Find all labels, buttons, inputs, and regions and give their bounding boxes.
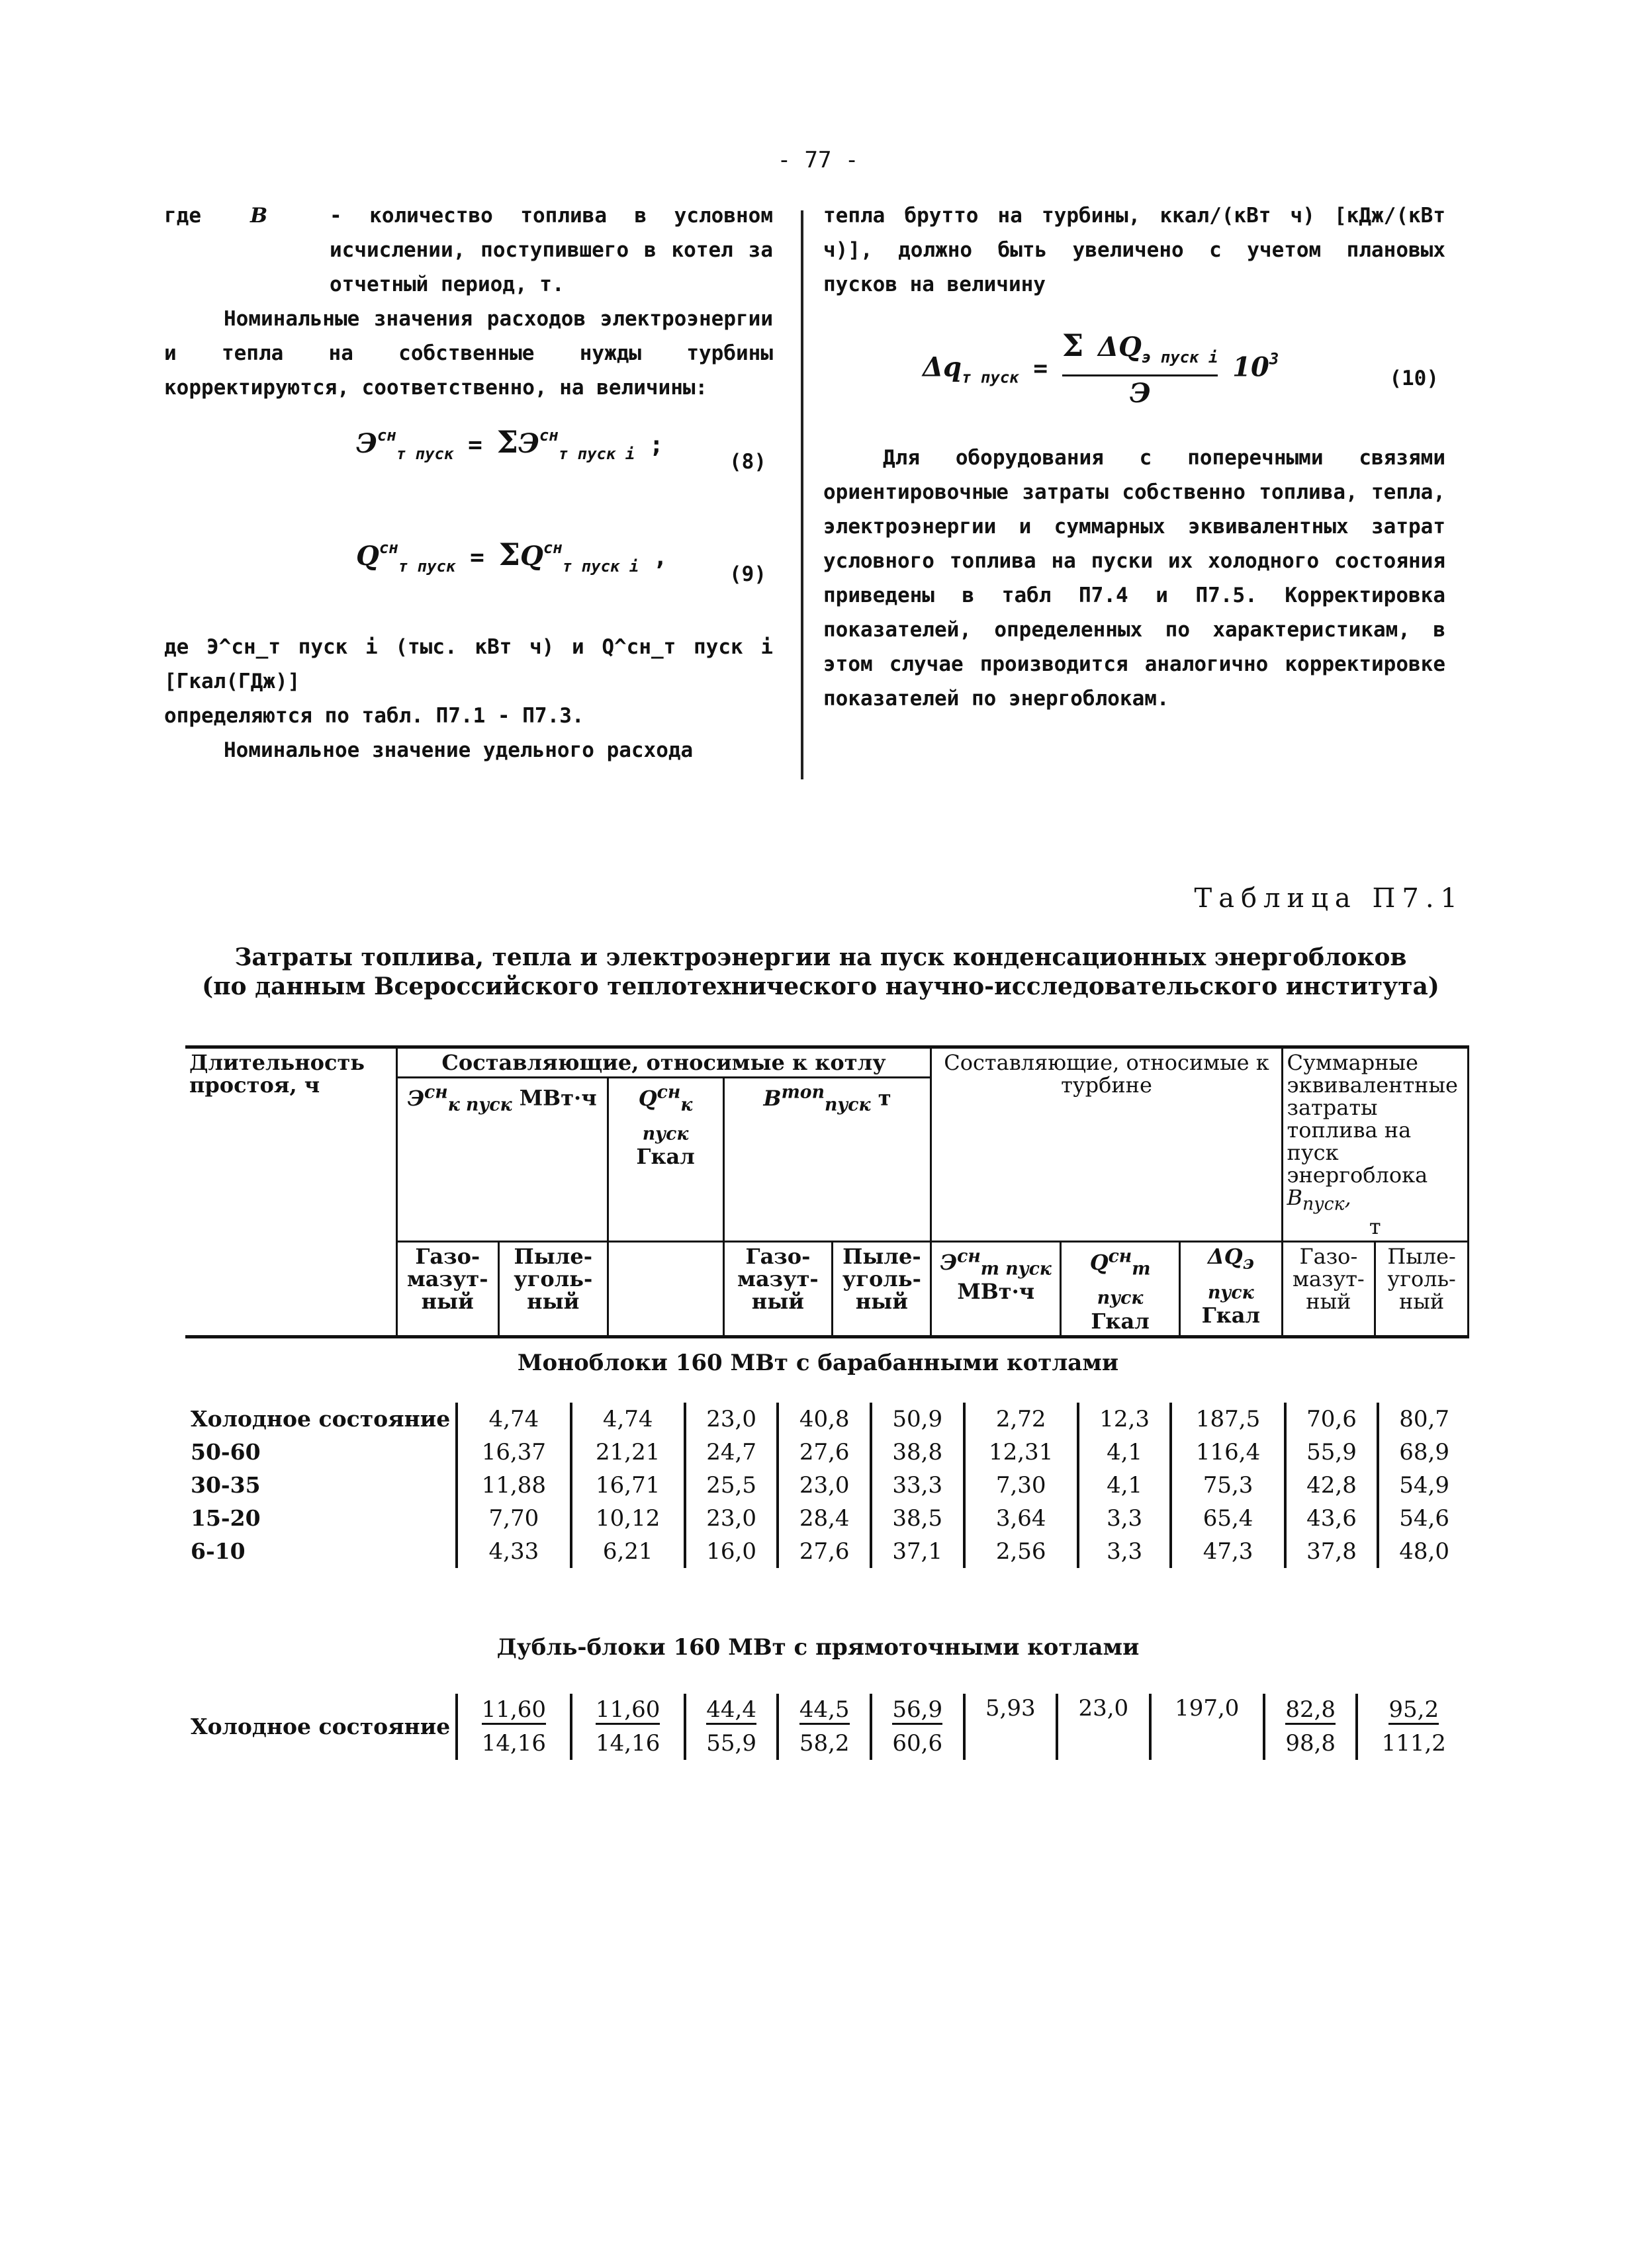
formula-8 — [164, 405, 773, 517]
table-cell: 187,5 — [1171, 1403, 1285, 1436]
header-e-t-unit: МВт·ч — [957, 1279, 1035, 1305]
table-cell: 38,8 — [871, 1436, 964, 1469]
row-label: Холодное состояние — [191, 1714, 451, 1739]
header-b: $B^{топ}_{пуск}$ т — [723, 1078, 931, 1242]
table-row — [185, 1436, 1469, 1469]
table-cell: 7,30 — [964, 1469, 1078, 1502]
table-cell: 23,0 — [685, 1403, 778, 1436]
table-cell: 47,3 — [1171, 1535, 1285, 1568]
left-column — [164, 198, 773, 767]
table-cell: 40,8 — [778, 1403, 871, 1436]
header-e-k-unit: МВт·ч — [519, 1085, 597, 1111]
formula-8-body: $Э^{сн}_{т пуск} = \Sigma Э^{сн}_{т пуск i}$ ; — [356, 424, 664, 463]
table-cell: 14,16 — [457, 1727, 570, 1760]
where-text: - количество топлива в условном исчислении, поступившего в котел за отчетный период, т. — [330, 204, 773, 296]
formula-9 — [164, 517, 773, 630]
where-block — [164, 198, 773, 302]
row-label: 50-60 — [191, 1439, 261, 1465]
header-turbine-group: Составляющие, относимые к турбине — [931, 1047, 1282, 1242]
table-cell: 11,88 — [457, 1469, 570, 1502]
row-label: 15-20 — [191, 1505, 261, 1531]
header-e-k-coal: Пыле-уголь-ный — [498, 1242, 608, 1336]
header-total-gas: Газо-мазут-ный — [1282, 1242, 1375, 1336]
header-e-k-gas: Газо-мазут-ный — [396, 1242, 498, 1336]
table-cell: 60,6 — [871, 1727, 964, 1760]
paragraph-cross-links: Для оборудования с поперечными связями ориентировочные затраты собственно топлива, тепла, электроэнергии и суммарных эквивалентных затрат условного топлива на пуски их холодного состояния приведены в табл П7.4 и П7.5. Корректировка показателей, определенных по характеристикам, в этом случае производится аналогично корректировке показателей по энергоблокам. — [823, 446, 1445, 711]
table-cell: 37,1 — [871, 1535, 964, 1568]
table-cell: 4,1 — [1078, 1469, 1171, 1502]
section-1-title: Моноблоки 160 МВт с барабанными котлами — [517, 1350, 1119, 1376]
table-cell: 25,5 — [685, 1469, 778, 1502]
table-cell: 24,7 — [685, 1436, 778, 1469]
table-cell: 3,3 — [1078, 1535, 1171, 1568]
table-cell: 11,60 — [457, 1694, 570, 1727]
table-cell: 7,70 — [457, 1502, 570, 1535]
paragraph-tables-ref: определяются по табл. П7.1 - П7.3. — [164, 704, 584, 728]
formula-10 — [823, 302, 1445, 441]
table-cell: 23,0 — [778, 1469, 871, 1502]
section-2-title: Дубль-блоки 160 МВт с прямоточными котлами — [496, 1634, 1140, 1661]
table-cell: 116,4 — [1171, 1436, 1285, 1469]
table-cell: 4,74 — [457, 1403, 570, 1436]
column-divider — [801, 210, 803, 779]
table-row — [185, 1694, 1469, 1727]
page-number: - 77 - — [777, 147, 859, 173]
table-cell: 16,71 — [571, 1469, 685, 1502]
table-cell: 4,33 — [457, 1535, 570, 1568]
table-cell: 3,3 — [1078, 1502, 1171, 1535]
formula-9-number: (9) — [729, 562, 766, 586]
table-cell: 58,2 — [778, 1727, 871, 1760]
table-cell: 16,0 — [685, 1535, 778, 1568]
table-row — [185, 1403, 1469, 1436]
table-cell: 55,9 — [1285, 1436, 1379, 1469]
table-cell: 38,5 — [871, 1502, 964, 1535]
header-q-k-spacer — [608, 1242, 723, 1336]
table-cell: 4,1 — [1078, 1436, 1171, 1469]
table-cell: 65,4 — [1171, 1502, 1285, 1535]
header-downtime: Длительность простоя, ч — [185, 1047, 396, 1337]
table-cell: 12,31 — [964, 1436, 1078, 1469]
table-cell: 68,9 — [1378, 1436, 1469, 1469]
table-cell: 2,56 — [964, 1535, 1078, 1568]
section-2-table — [185, 1694, 1469, 1760]
table-cell: 197,0 — [1150, 1694, 1264, 1760]
table-cell: 98,8 — [1264, 1727, 1357, 1760]
table-cell: 42,8 — [1285, 1469, 1379, 1502]
table-cell: 70,6 — [1285, 1403, 1379, 1436]
table-header — [185, 1045, 1469, 1338]
table-cell: 44,5 — [778, 1694, 871, 1727]
header-q-t: $Q^{сн}_{т пуск}$ Гкал — [1061, 1242, 1180, 1336]
table-cell: 82,8 — [1264, 1694, 1357, 1727]
table-title — [165, 943, 1476, 1001]
table-cell: 95,2 — [1357, 1694, 1469, 1727]
where-second: де Э^сн_т пуск i (тыс. кВт ч) и Q^сн_т пуск i [Гкал(ГДж)] — [164, 635, 773, 693]
table-cell: 2,72 — [964, 1403, 1078, 1436]
table-cell: 11,60 — [571, 1694, 685, 1727]
header-total-coal: Пыле-уголь-ный — [1375, 1242, 1469, 1336]
table-row — [185, 1535, 1469, 1568]
header-dq-unit: Гкал — [1201, 1303, 1261, 1329]
table-cell: 56,9 — [871, 1694, 964, 1727]
table-cell: 14,16 — [571, 1727, 685, 1760]
header-b-coal: Пыле-уголь-ный — [833, 1242, 931, 1336]
header-e-k: $Э^{сн}_{к пуск}$ МВт·ч — [396, 1078, 608, 1242]
header-total-group: Суммарные эквивалентные затраты топлива на пуск энергоблока $B_{пуск}$, т — [1282, 1047, 1468, 1242]
where-symbol: B — [250, 204, 268, 228]
header-q-t-unit: Гкал — [1091, 1308, 1150, 1334]
table-cell: 28,4 — [778, 1502, 871, 1535]
table-cell: 80,7 — [1378, 1403, 1469, 1436]
header-e-t: $Э^{сн}_{т пуск}$ МВт·ч — [931, 1242, 1061, 1336]
formula-10-body: $\Delta q_{т пуск}$ = Σ $\Delta Q_{э пуск i}$ Э $10^3$ — [923, 327, 1279, 409]
table-cell: 23,0 — [685, 1502, 778, 1535]
table-cell: 44,4 — [685, 1694, 778, 1727]
table-cell: 23,0 — [1057, 1694, 1150, 1760]
table-cell: 10,12 — [571, 1502, 685, 1535]
table-row — [185, 1502, 1469, 1535]
table-label: Таблица П7.1 — [1194, 883, 1464, 914]
table-cell: 21,21 — [571, 1436, 685, 1469]
table-cell: 54,9 — [1378, 1469, 1469, 1502]
paragraph-nominal: Номинальное значение удельного расхода — [224, 738, 694, 762]
table-cell: 6,21 — [571, 1535, 685, 1568]
table-cell: 54,6 — [1378, 1502, 1469, 1535]
header-b-unit: т — [878, 1085, 891, 1111]
row-label: 6-10 — [191, 1538, 246, 1564]
table-cell: 4,74 — [571, 1403, 685, 1436]
table-cell: 12,3 — [1078, 1403, 1171, 1436]
header-q-k-unit: Гкал — [636, 1144, 695, 1170]
paragraph-heat: тепла брутто на турбины, ккал/(кВт ч) [кДж/(кВт ч)], должно быть увеличено с учетом плановых пусков на величину — [823, 204, 1445, 296]
header-total-unit: т — [1369, 1214, 1381, 1240]
table-cell: 3,64 — [964, 1502, 1078, 1535]
right-column — [823, 198, 1445, 716]
where-label: где — [164, 204, 201, 228]
header-boiler-group: Составляющие, относимые к котлу — [396, 1047, 931, 1078]
table-cell: 75,3 — [1171, 1469, 1285, 1502]
row-label: Холодное состояние — [191, 1406, 451, 1432]
table-title-line-2: (по данным Всероссийского теплотехнического научно-исследовательского института) — [202, 973, 1439, 1000]
table-cell: 5,93 — [964, 1694, 1058, 1760]
table-cell: 27,6 — [778, 1535, 871, 1568]
header-dq: $\Delta Q_{э пуск}$ Гкал — [1180, 1242, 1282, 1336]
table-cell: 16,37 — [457, 1436, 570, 1469]
table-cell: 111,2 — [1357, 1727, 1469, 1760]
table-cell: 37,8 — [1285, 1535, 1379, 1568]
table-cell: 43,6 — [1285, 1502, 1379, 1535]
formula-8-number: (8) — [729, 450, 766, 474]
table-cell: 50,9 — [871, 1403, 964, 1436]
formula-10-number: (10) — [1389, 367, 1439, 390]
formula-9-body: $Q^{сн}_{т пуск} = \Sigma Q^{сн}_{т пуск i}$ , — [356, 537, 668, 576]
table-cell: 55,9 — [685, 1727, 778, 1760]
table-cell: 27,6 — [778, 1436, 871, 1469]
header-total-text: Суммарные эквивалентные затраты топлива на пуск энергоблока — [1287, 1050, 1458, 1188]
table-cell: 48,0 — [1378, 1535, 1469, 1568]
table-title-line-1: Затраты топлива, тепла и электроэнергии на пуск конденсационных энергоблоков — [234, 943, 1407, 971]
section-1-table — [185, 1403, 1469, 1568]
paragraph-correction: Номинальные значения расходов электроэнергии и тепла на собственные нужды турбины корректируются, соответственно, на величины: — [164, 307, 773, 400]
header-b-gas: Газо-мазут-ный — [723, 1242, 833, 1336]
table-row — [185, 1469, 1469, 1502]
header-q-k: $Q^{сн}_{к пуск}$ Гкал — [608, 1078, 723, 1242]
row-label: 30-35 — [191, 1472, 261, 1498]
table-cell: 33,3 — [871, 1469, 964, 1502]
